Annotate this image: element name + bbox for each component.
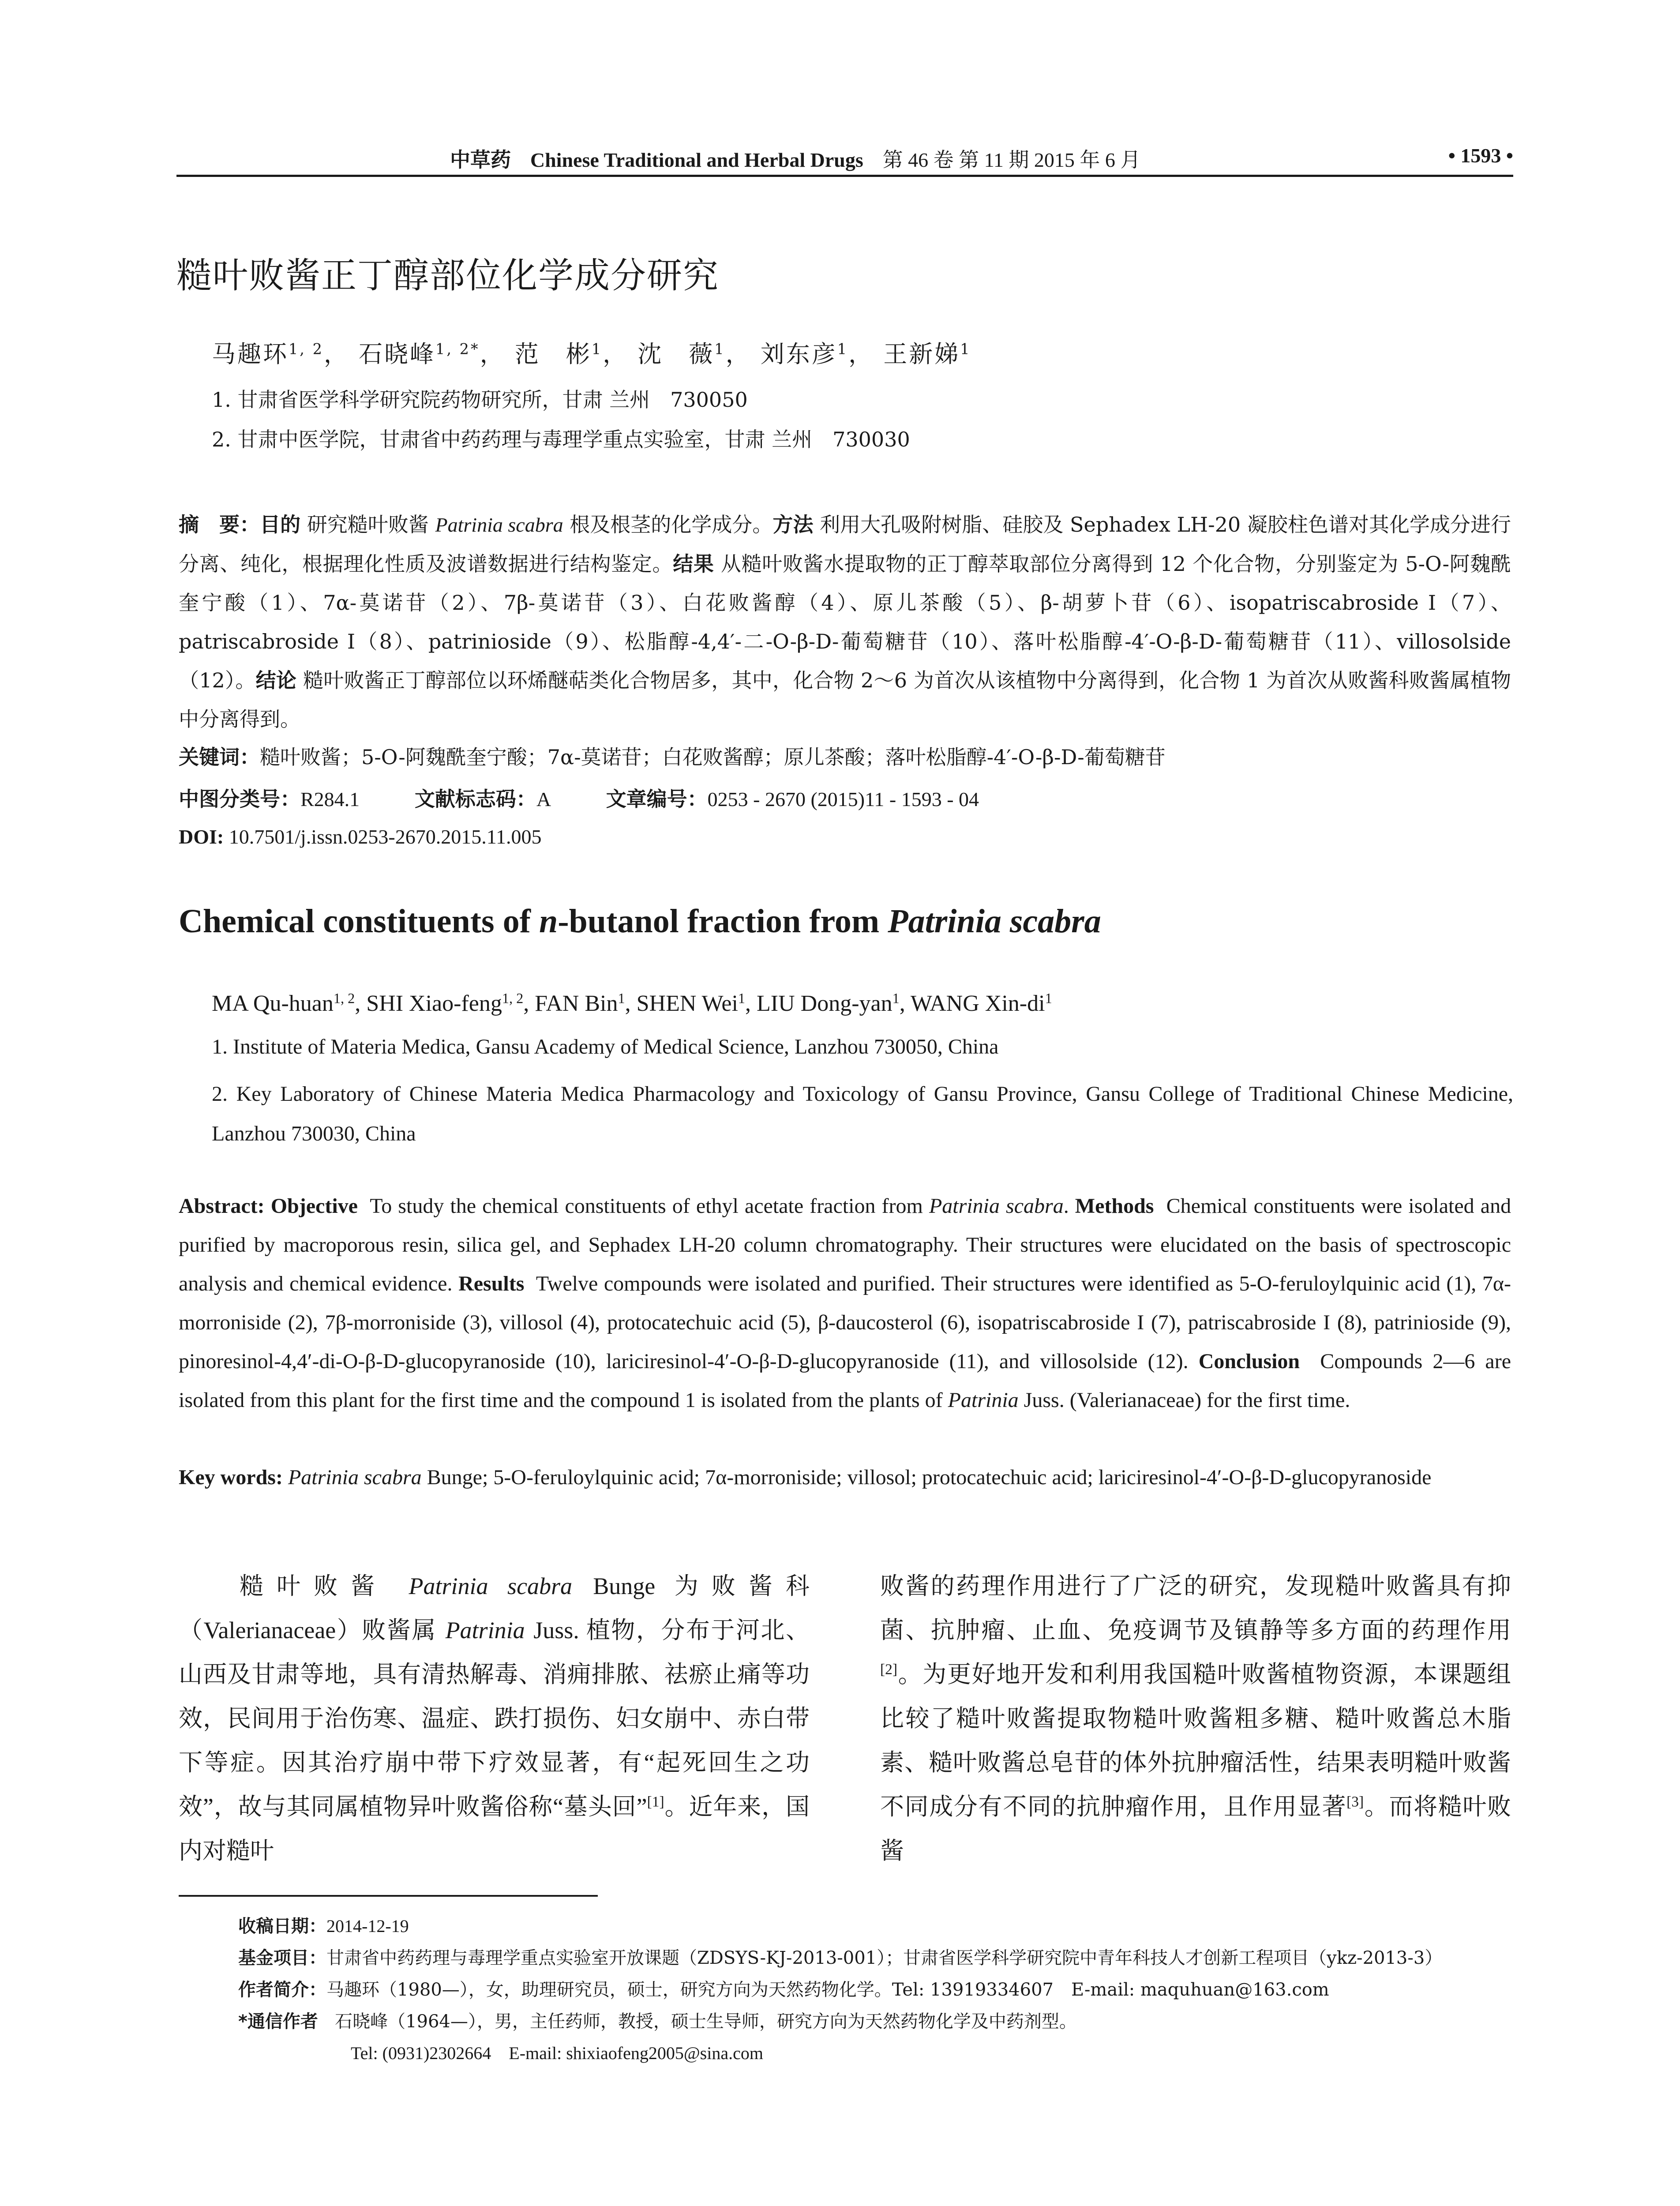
objective-text: 研究糙叶败酱 (307, 513, 429, 536)
footnote-fund: 基金项目：甘肃省中药药理与毒理学重点实验室开放课题（ZDSYS-KJ-2013-001）；甘肃省医学科学研究院中青年科技人才创新工程项目（ykz-2013-3） (238, 1948, 1443, 1968)
doc-label: 文献标志码： (414, 787, 536, 811)
genus-name-en: Patrinia (948, 1388, 1019, 1412)
class-value: R284.1 (300, 788, 360, 810)
page-number: • 1593 • (1448, 144, 1513, 167)
abstract-cn (179, 505, 1511, 739)
affiliation-en-1: 1. Institute of Materia Medica, Gansu Academy of Medical Science, Lanzhou 730050, China (212, 1035, 999, 1058)
author-en: WANG Xin-$di^1$ (910, 990, 1052, 1016)
species-name: Patrinia scabra (435, 514, 563, 536)
author-en: LIU Dong-yan$^1$ (757, 990, 900, 1016)
footnote-corresponding: *通信作者 石晓峰（1964—），男，主任药师，教授，硕士生导师，研究方向为天然药物化学及中药剂型。 (238, 2011, 1077, 2032)
journal-name-cn: 中草药 (450, 148, 511, 172)
genus-name-body: Patrinia (445, 1617, 525, 1643)
author-en: SHI Xiao-feng$^{1, 2}$ (366, 990, 524, 1016)
doi-label: DOI: (179, 825, 224, 848)
author-cn: 马趣环$^{1, 2}$ (212, 340, 324, 368)
running-header (176, 140, 1513, 176)
doc-value: A (536, 788, 551, 810)
body-column-right: 败酱的药理作用进行了广泛的研究，发现糙叶败酱具有抑菌、抗肿瘤、止血、免疫调节及镇静等多方面的药理作用[2]。为更好地开发和利用我国糙叶败酱植物资源，本课题组比较了糙叶败酱提取物糙叶败酱粗多糖、糙叶败酱总木脂素、糙叶败酱总皂苷的体外抗肿瘤活性，结果表明糙叶败酱不同成分有不同的抗肿瘤作用，且作用显著[3]。而将糙叶败酱 (880, 1572, 1511, 1865)
header-rule (176, 175, 1513, 177)
doi-value[interactable]: 10.7501/j.issn.0253-2670.2015.11.005 (229, 825, 542, 848)
article-label: 文章编号： (606, 787, 708, 811)
objective-text-end: 根及根茎的化学成分。 (570, 513, 773, 536)
authors-en: MA Qu-huan$^{1, 2}$, SHI Xiao-feng$^{1, 2}$, FAN Bin$^1$, SHEN Wei$^1$, LIU Dong-yan$^1$, WANG Xin-$di^1$ (212, 990, 1052, 1016)
footnotes (238, 1910, 1518, 2069)
objective-label: 目的 (260, 513, 301, 536)
footnote-rule (179, 1895, 598, 1897)
title-cn: 糙叶败酱正丁醇部位化学成分研究 (176, 255, 719, 296)
affiliation-en-2: 2. Key Laboratory of Chinese Materia Medica Pharmacology and Toxicology of Gansu Province, Gansu College of Traditional Chinese Medicine, Lanzhou 730030, China (212, 1082, 1513, 1145)
methods-text: 利用大孔吸附树脂、硅胶及 Sephadex LH-20 凝胶柱色谱对其化学成分进行分离、纯化，根据理化性质及波谱数据进行结构鉴定。 (179, 513, 1511, 576)
conclusion-text-end-en: Juss. (Valerianaceae) for the first time. (1024, 1388, 1350, 1412)
keywords-label-en: Key words: (179, 1466, 283, 1489)
keywords-en (179, 1458, 1511, 1497)
title-en: Chemical constituents of n-butanol fraction from Patrinia scabra (179, 903, 1101, 940)
journal-banner (450, 144, 1140, 173)
results-text-en: Twelve compounds were isolated and purified. Their structures were identified as 5-O-feruloylquinic acid (1), 7α-morroniside (2), 7β-morroniside (3), villosol (4), protocatechuic acid (5), β-daucosterol (6), isopatriscabroside I (7), patriscabroside I (8), patrinioside (9), pinoresinol-4,4′-di-O-β-D-glucopyranoside (10), lariciresinol-4′-O-β-D-glucopyranoside (11), and villosolside (12). (179, 1272, 1511, 1373)
keywords-text-en: Bunge; 5-O-feruloylquinic acid; 7α-morroniside; villosol; protocatechuic acid; lariciresinol-4′-O-β-D-glucopyranoside (427, 1466, 1432, 1489)
class-label: 中图分类号： (179, 787, 300, 811)
citation-ref[interactable]: [1] (647, 1793, 664, 1810)
abstract-label: 摘 要： (179, 513, 260, 536)
footnote-corresponding-contact: Tel: (0931)2302664 E-mail: shixiaofeng2005@sina.com (351, 2043, 763, 2063)
objective-label-en: Objective (270, 1194, 358, 1218)
abstract-en: Abstract: Objective To study the chemical constituents of ethyl acetate fraction from Patrinia scabra. Methods Chemical constituents were isolated and purified by macroporous resin, silica gel, and Sephadex LH-20 column chromatography. Their structures were elucidated on the basis of spectroscopic analysis and chemical evidence. Results Twelve compounds were isolated and purified. Their structures were identified as 5-O-feruloylquinic acid (1), 7α-morroniside (2), 7β-morroniside (3), villosol (4), protocatechuic acid (5), β-daucosterol (6), isopatriscabroside I (7), patriscabroside I (8), patrinioside (9), pinoresinol-4,4′-di-O-β-D-glucopyranoside (10), lariciresinol-4′-O-β-D-glucopyranoside (11), and villosolside (12). Conclusion Compounds 2—6 are isolated from this plant for the first time and the compound 1 is isolated from the plants of Patrinia Juss. (Valerianaceae) for the first time. (179, 1194, 1511, 1412)
authors-cn: 马趣环$^{1, 2}$， 石晓峰$^{1, 2*}$， 范 彬$^1$， 沈 薇$^1$， 刘东彦$^1$， 王新娣$^1$ (212, 340, 971, 368)
author-cn: 范 彬$^1$ (514, 340, 603, 368)
conclusion-label: 结论 (255, 668, 297, 692)
journal-name-en: Chinese Traditional and Herbal Drugs (530, 149, 863, 171)
conclusion-label-en: Conclusion (1198, 1350, 1300, 1373)
results-label-en: Results (458, 1272, 525, 1295)
conclusion-text-en: Compounds 2—6 are isolated from this plant for the first time and the compound 1 is isolated from the plants of (179, 1350, 1511, 1412)
conclusion-text: 糙叶败酱正丁醇部位以环烯醚萜类化合物居多，其中，化合物 2～6 为首次从该植物中分离得到，化合物 1 为首次从败酱科败酱属植物中分离得到。 (179, 668, 1511, 731)
keywords-label: 关键词： (179, 745, 260, 769)
article-value: 0253 - 2670 (2015)11 - 1593 - 04 (707, 788, 979, 810)
author-en: MA Qu-huan$^{1, 2}$ (212, 990, 355, 1016)
citation-ref[interactable]: [3] (1346, 1793, 1364, 1810)
author-cn: 沈 薇$^1$ (638, 340, 726, 368)
species-name-body: Patrinia scabra (409, 1573, 573, 1599)
keywords-text: 糙叶败酱；5-O-阿魏酰奎宁酸；7α-莫诺苷；白花败酱醇；原儿茶酸；落叶松脂醇-4′-O-β-D-葡萄糖苷 (260, 745, 1166, 769)
affiliation-cn-2: 2. 甘肃中医学院，甘肃省中药药理与毒理学重点实验室，甘肃 兰州 730030 (212, 428, 910, 451)
methods-text-en: Chemical constituents were isolated and purified by macroporous resin, silica gel, and Sephadex LH-20 column chromatography. Their structures were elucidated on the basis of spectroscopic analysis and chemical evidence. (179, 1194, 1511, 1295)
author-cn: 刘东彦$^1$ (760, 340, 849, 368)
author-en: FAN Bin$^1$ (535, 990, 625, 1016)
classification-line (179, 783, 1511, 812)
author-cn: 石晓峰$^{1, 2*}$ (359, 340, 480, 368)
methods-label: 方法 (772, 513, 814, 536)
doi-line (179, 825, 542, 848)
keywords-species-en: Patrinia scabra (288, 1466, 422, 1489)
affiliation-cn-1: 1. 甘肃省医学科学研究院药物研究所，甘肃 兰州 730050 (212, 388, 748, 412)
author-en: SHEN Wei$^1$ (636, 990, 746, 1016)
citation-ref[interactable]: [2] (880, 1661, 898, 1678)
body-column-left: 糙叶败酱 Patrinia scabra Bunge 为败酱科（Valerianaceae）败酱属 Patrinia Juss. 植物，分布于河北、山西及甘肃等地，具有清热解毒、消痈排脓、祛瘀止痛等功效，民间用于治伤寒、温症、跌打损伤、妇女崩中、赤白带下等症。因其治疗崩中带下疗效显著，有“起死回生之功效”，故与其同属植物异叶败酱俗称“墓头回”[1]。近年来，国内对糙叶 (179, 1572, 810, 1865)
footnote-received: 收稿日期：2014-12-19 (238, 1916, 409, 1936)
author-cn: 王新娣$^1$ (883, 340, 971, 368)
results-text: 从糙叶败酱水提取物的正丁醇萃取部位分离得到 12 个化合物，分别鉴定为 5-O-阿魏酰奎宁酸（1）、7α-莫诺苷（2）、7β-莫诺苷（3）、白花败酱醇（4）、原儿茶酸（5）、β-胡萝卜苷（6）、isopatriscabroside I（7）、patriscabroside I（8）、patrinioside（9）、松脂醇-4,4′-二-O-β-D-葡萄糖苷（10）、落叶松脂醇-4′-O-β-D-葡萄糖苷（11）、villosolside（12）。 (179, 552, 1511, 692)
abstract-label-en: Abstract: (179, 1194, 265, 1218)
methods-label-en: Methods (1075, 1194, 1154, 1218)
results-label: 结果 (673, 552, 714, 576)
issue-info: 第 46 卷 第 11 期 2015 年 6 月 (882, 149, 1141, 171)
keywords-cn (179, 741, 1511, 770)
footnote-author: 作者简介：马趣环（1980—），女，助理研究员，硕士，研究方向为天然药物化学。Tel: 13919334607 E-mail: maquhuan@163.com (238, 1980, 1329, 2000)
objective-text-en: To study the chemical constituents of ethyl acetate fraction from (370, 1194, 923, 1218)
species-name-en: Patrinia scabra (929, 1194, 1064, 1218)
